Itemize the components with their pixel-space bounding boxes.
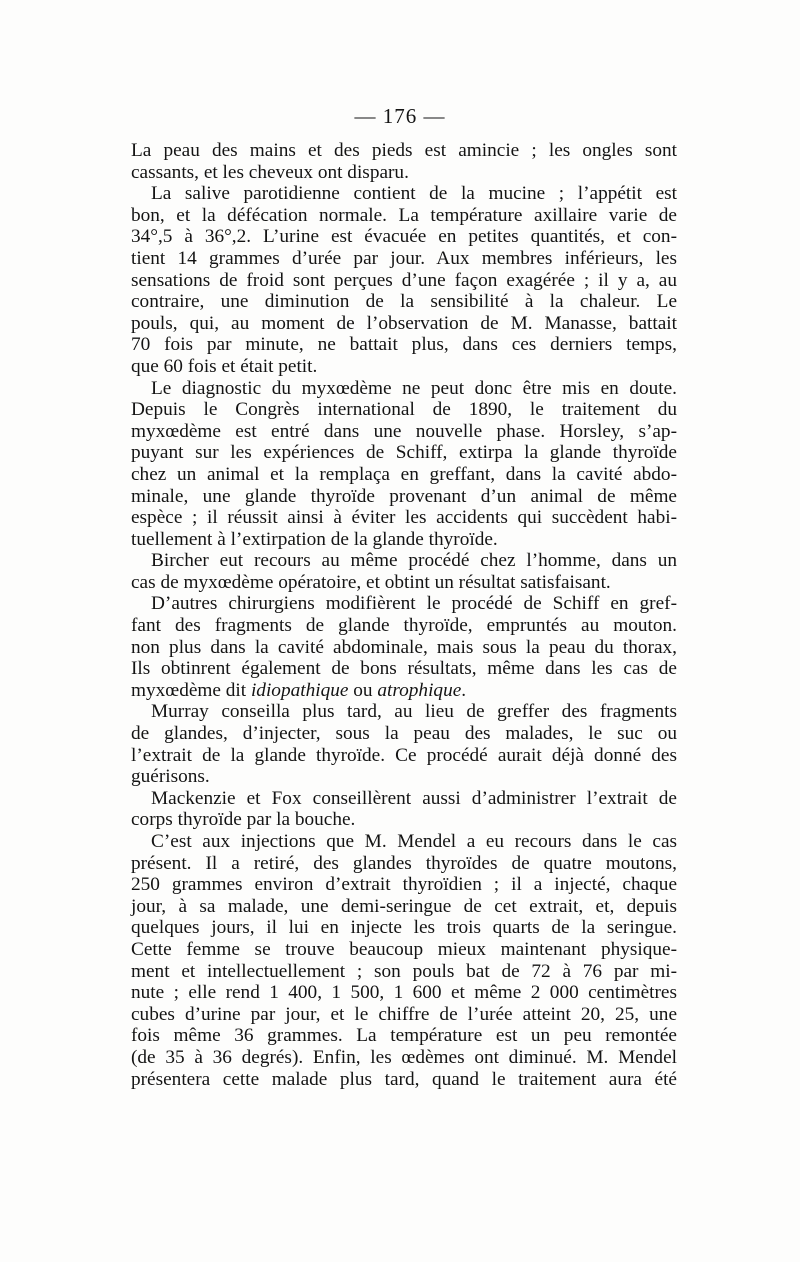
text-line: fant des fragments de glande thyroïde, empruntés au mouton. [131,615,677,637]
text-fragment: . [461,679,467,701]
text-line: sensations de froid sont perçues d’une façon exagérée ; il y a, au [131,269,677,291]
paragraph [131,550,677,593]
text-line: pouls, qui, au moment de l’observation de M. Manasse, battait [131,312,677,334]
text-line [131,680,677,702]
text-line: cubes d’urine par jour, et le chiffre de l’urée atteint 20, 25, une [131,1003,677,1025]
text-line: bon, et la défécation normale. La température axillaire varie de [131,204,677,226]
text-line: nute ; elle rend 1 400, 1 500, 1 600 et même 2 000 centimètres [131,982,677,1004]
italic-term: idiopathique [250,679,349,701]
paragraph [131,378,677,551]
text-line: 250 grammes environ d’extrait thyroïdien ; il a injecté, chaque [131,874,677,896]
text-line: (de 35 à 36 degrés). Enfin, les œdèmes ont diminué. M. Mendel [131,1046,677,1068]
text-line: 70 fois par minute, ne battait plus, dans ces derniers temps, [131,334,677,356]
text-line: quelques jours, il lui en injecte les trois quarts de la seringue. [131,917,677,939]
paragraph [131,788,677,831]
text-line: guérisons. [131,766,210,788]
text-line: ment et intellectuellement ; son pouls bat de 72 à 76 par mi- [131,960,677,982]
text-line: 34°,5 à 36°,2. L’urine est évacuée en petites quantités, et con- [131,226,677,248]
text-line: puyant sur les expériences de Schiff, extirpa la glande thyroïde [131,442,677,464]
text-line: C’est aux injections que M. Mendel a eu recours dans le cas [151,831,677,852]
paragraph [131,593,677,701]
text-line: l’extrait de la glande thyroïde. Ce procédé aurait déjà donné des [131,744,677,766]
text-line: présent. Il a retiré, des glandes thyroïdes de quatre moutons, [131,852,677,874]
italic-term: atrophique [377,679,462,701]
text-line: jour, à sa malade, une demi-seringue de cet extrait, et, depuis [131,895,677,917]
text-fragment: ou [348,679,378,701]
text-line: Le diagnostic du myxœdème ne peut donc être mis en doute. [151,377,677,399]
text-line: contraire, une diminution de la sensibilité à la chaleur. Le [131,291,677,313]
text-line: non plus dans la cavité abdominale, mais sous la peau du thorax, [131,636,677,658]
paragraph [131,701,677,787]
paragraph [131,140,677,183]
text-line: Murray conseilla plus tard, au lieu de greffer des fragments [151,701,677,723]
text-line: Mackenzie et Fox conseillèrent aussi d’administrer l’extrait de [151,787,677,809]
text-line: tuellement à l’extirpation de la glande thyroïde. [131,528,498,550]
paragraph [131,183,677,377]
page-number: — 176 — [354,104,446,128]
text-line: La salive parotidienne contient de la mucine ; l’appétit est [151,183,677,205]
text-line: Bircher eut recours au même procédé chez l’homme, dans un [151,550,677,572]
text-line: corps thyroïde par la bouche. [131,809,356,831]
text-line: espèce ; il réussit ainsi à éviter les accidents qui succèdent habi- [131,507,677,529]
text-line: Depuis le Congrès international de 1890, le traitement du [131,399,677,421]
text-line: de glandes, d’injecter, sous la peau des malades, le suc ou [131,723,677,745]
text-line: cassants, et les cheveux ont disparu. [131,161,409,183]
text-line: tient 14 grammes d’urée par jour. Aux membres inférieurs, les [131,247,677,269]
text-line: Cette femme se trouve beaucoup mieux maintenant physique- [131,938,677,960]
text-line: La peau des mains et des pieds est amincie ; les ongles sont [131,140,677,161]
text-line: fois même 36 grammes. La température est un peu remontée [131,1025,677,1047]
text-fragment: myxœdème dit [131,679,251,701]
paragraph [131,831,677,1090]
text-line: présentera cette malade plus tard, quand le traitement aura été [131,1068,677,1090]
text-line: minale, une glande thyroïde provenant d’un animal de même [131,485,677,507]
text-line: D’autres chirurgiens modifièrent le procédé de Schiff en gref- [151,593,677,615]
text-line: Ils obtinrent également de bons résultats, même dans les cas de [131,658,677,680]
text-line: cas de myxœdème opératoire, et obtint un résultat satisfaisant. [131,571,611,593]
text-line: chez un animal et la remplaça en greffant, dans la cavité abdo- [131,463,677,485]
text-line: myxœdème est entré dans une nouvelle phase. Horsley, s’ap- [131,420,677,442]
text-line: que 60 fois et était petit. [131,355,318,377]
body-text [131,140,677,1090]
